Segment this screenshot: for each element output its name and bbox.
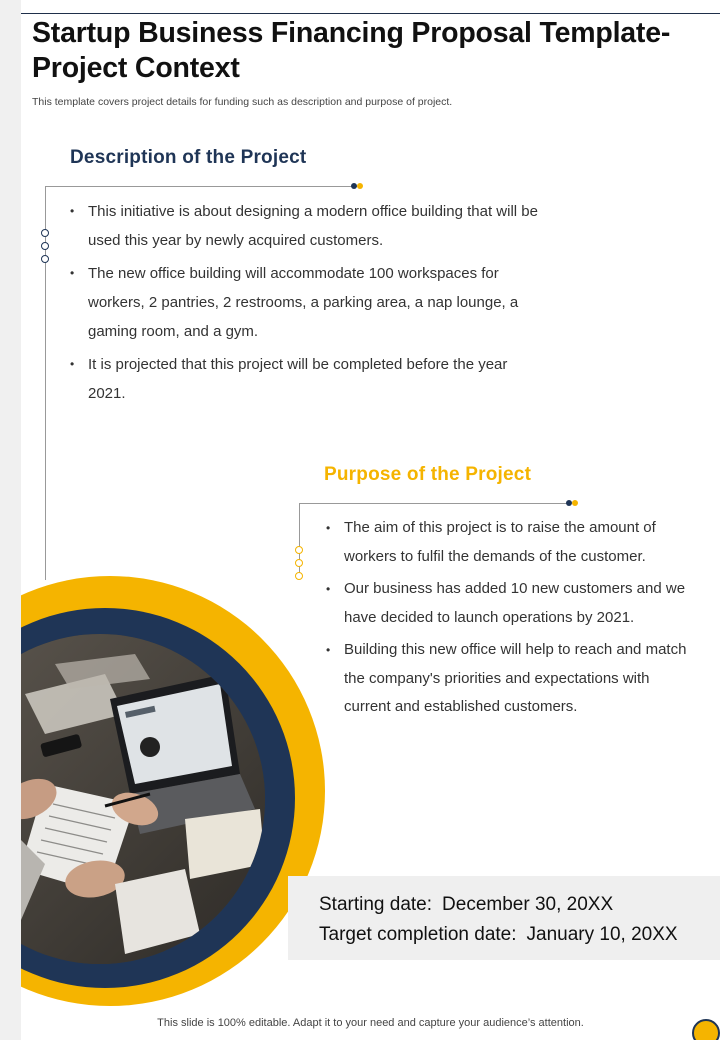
start-date-row (319, 894, 613, 916)
purpose-bullet-3: • Building this new office will help to reach and match the company's priorities and expectations with current and established customers. (326, 636, 696, 722)
target-date-value: January 10, 20XX (526, 924, 678, 945)
description-ring-3 (41, 255, 49, 263)
description-ring-1 (41, 229, 49, 237)
purpose-list (326, 514, 696, 726)
purpose-bullet-2: • Our business has added 10 new customers and we have decided to launch operations by 2021. (326, 575, 696, 632)
purpose-ring-2 (295, 559, 303, 567)
footer-note: This slide is 100% editable. Adapt it to your need and capture your audience’s attention. (157, 1017, 584, 1029)
description-ring-2 (41, 242, 49, 250)
corner-badge-icon (692, 1019, 720, 1040)
purpose-bullet-1: • The aim of this project is to raise the amount of workers to fulfil the demands of the customer. (326, 514, 696, 571)
page-title: Startup Business Financing Proposal Template- Project Context (32, 17, 671, 84)
purpose-connector-dot-yellow (572, 500, 578, 506)
description-heading: Description of the Project (70, 147, 307, 168)
target-date-row (319, 924, 678, 946)
target-date-label: Target completion date: (319, 924, 517, 945)
description-bullet-3: • It is projected that this project will be completed before the year 2021. (70, 350, 540, 408)
start-date-label: Starting date: (319, 894, 433, 915)
description-connector-dot-yellow (357, 183, 363, 189)
page-subtitle: This template covers project details for funding such as description and purpose of project. (32, 96, 453, 108)
purpose-ring-3 (295, 572, 303, 580)
start-date-value: December 30, 20XX (442, 894, 614, 915)
description-list (70, 197, 540, 412)
left-margin-cover (0, 560, 21, 1040)
purpose-connector-horizontal (299, 503, 571, 504)
dates-panel (288, 876, 720, 960)
purpose-ring-1 (295, 546, 303, 554)
top-divider (21, 13, 720, 14)
description-connector-horizontal (45, 186, 357, 187)
description-bullet-2: • The new office building will accommodate 100 workspaces for workers, 2 pantries, 2 restrooms, a parking area, a nap lounge, a gaming room, and a gym. (70, 259, 540, 346)
purpose-heading: Purpose of the Project (324, 464, 532, 485)
description-bullet-1: • This initiative is about designing a modern office building that will be used this year by newly acquired customers. (70, 197, 540, 255)
